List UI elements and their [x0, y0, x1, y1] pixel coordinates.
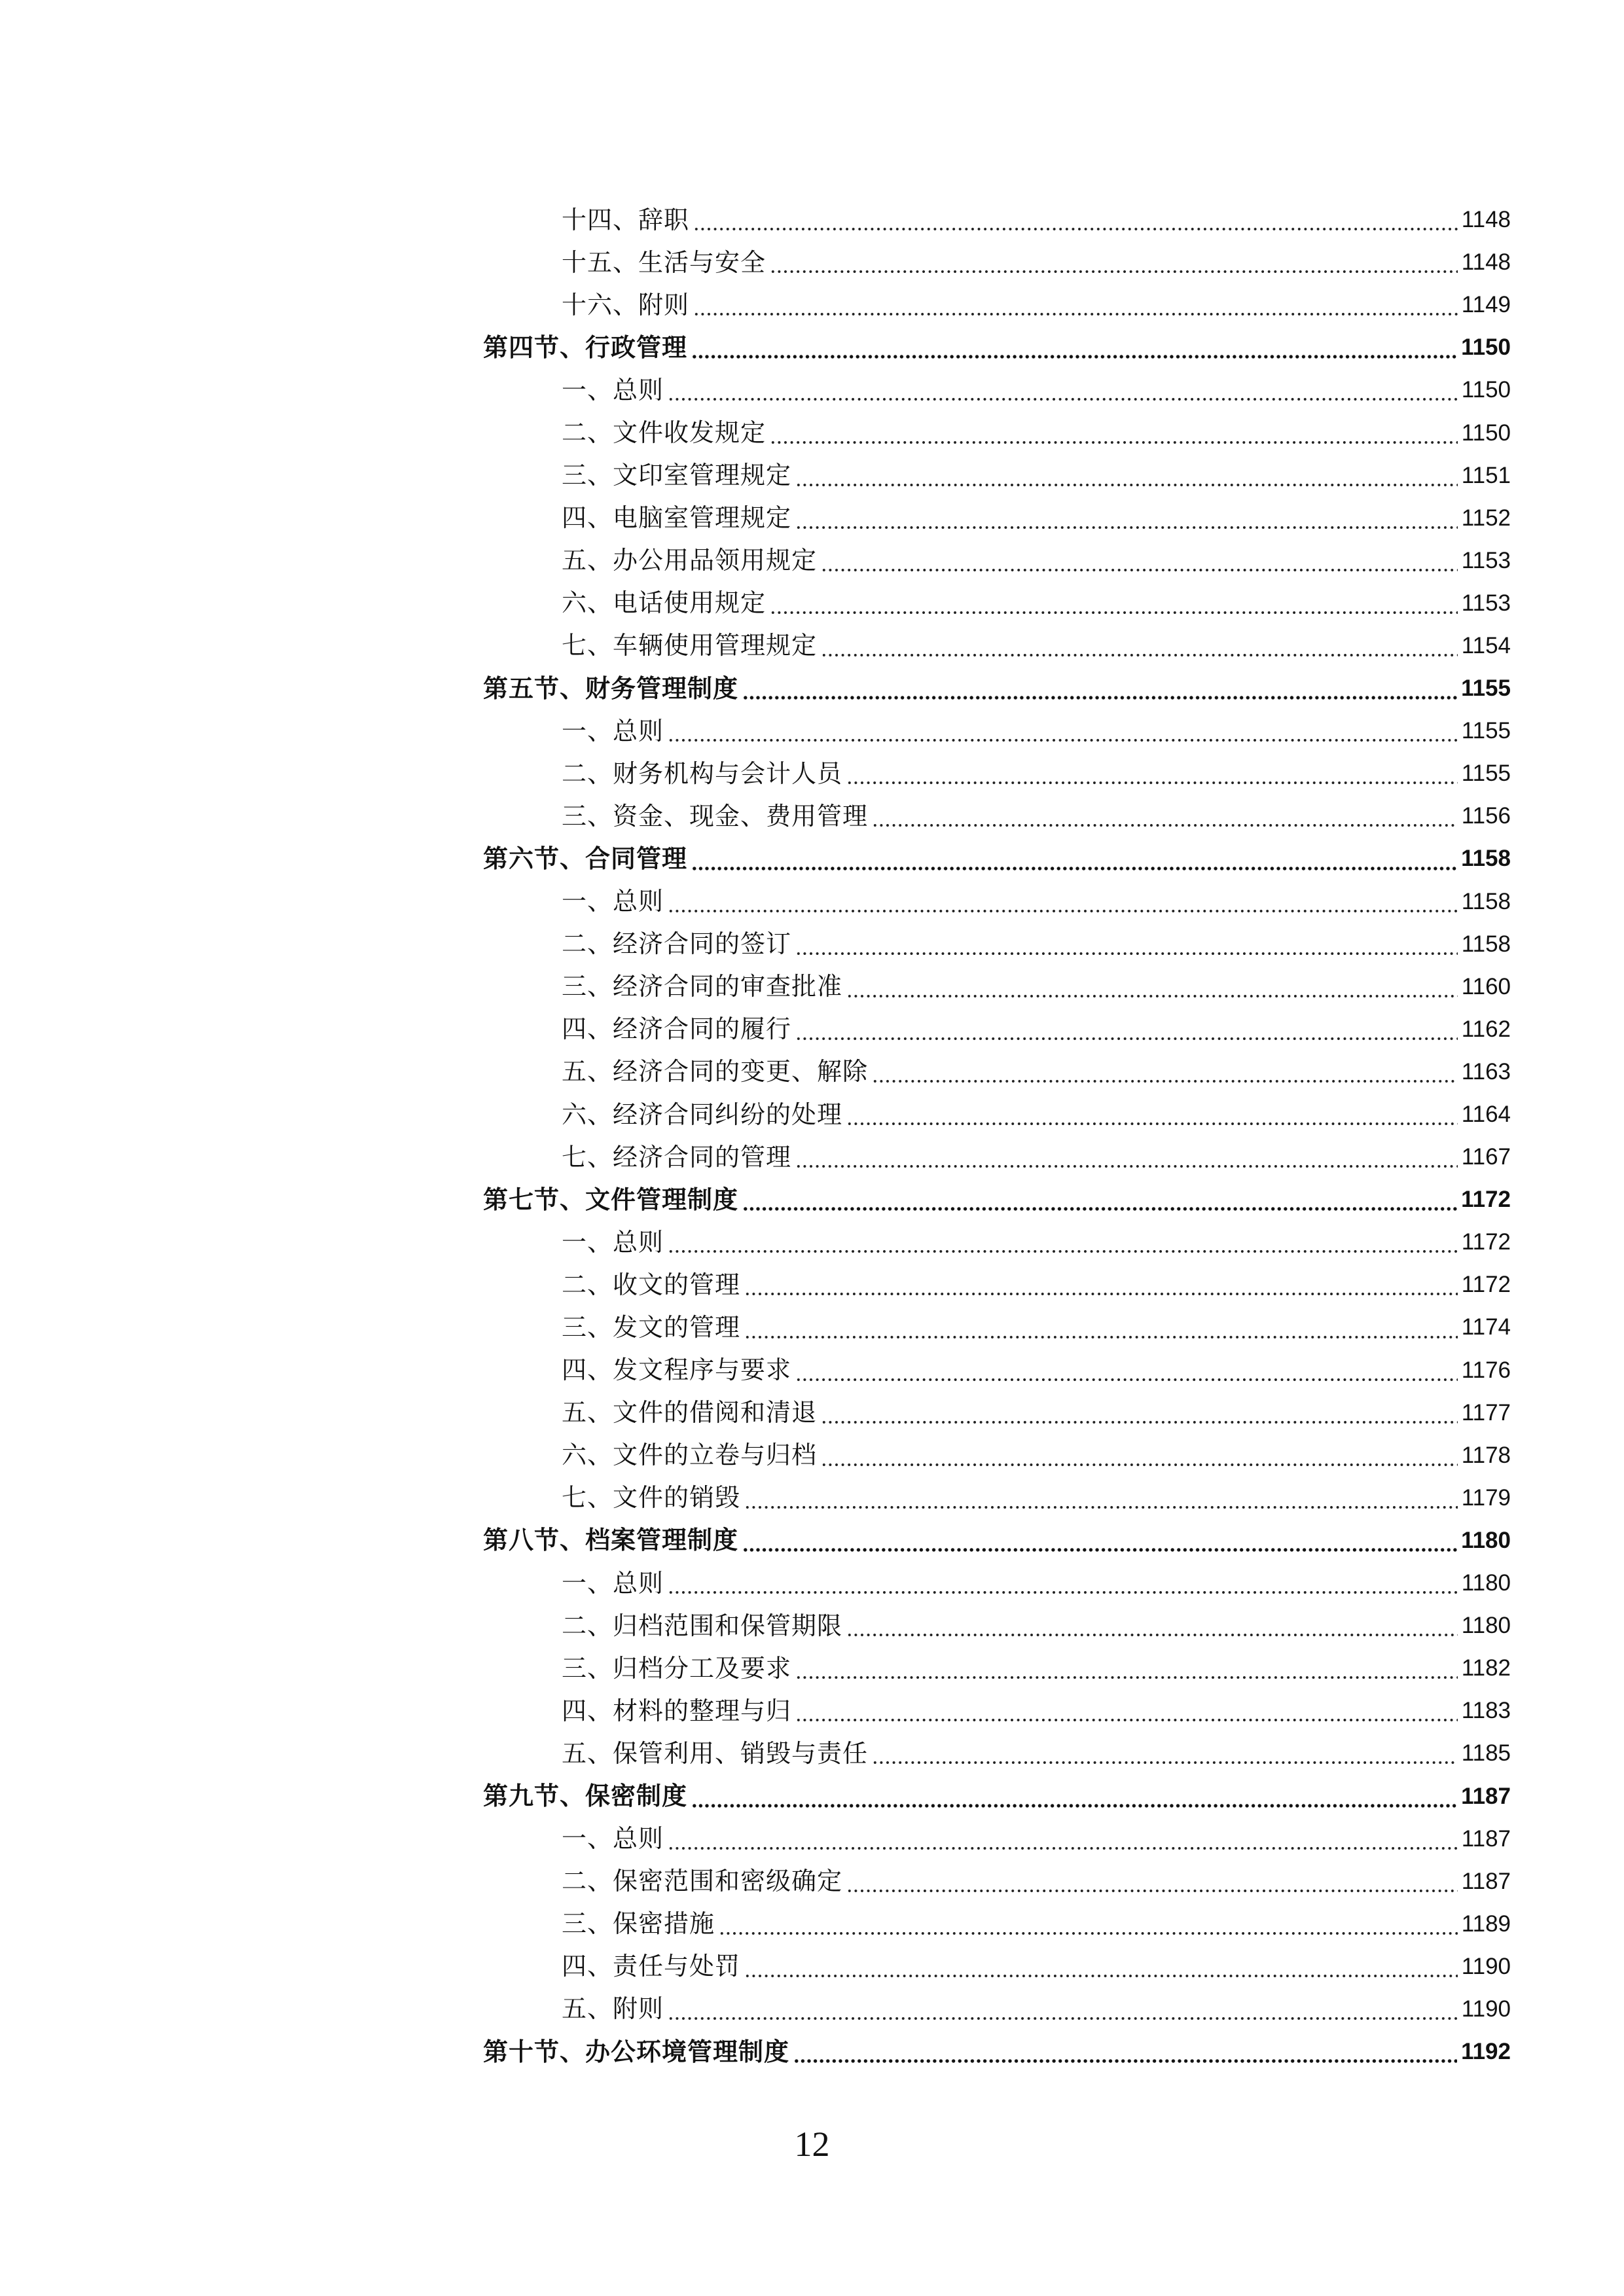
toc-entry-title: 二、财务机构与会计人员 [562, 759, 843, 788]
toc-entry-title: 四、发文程序与要求 [562, 1355, 792, 1385]
toc-dot-leader [770, 610, 1458, 615]
toc-dot-leader [795, 1717, 1458, 1723]
toc-entry-page: 1172 [1461, 1187, 1511, 1213]
toc-dot-leader [719, 1931, 1458, 1936]
toc-entry[interactable] [483, 923, 1511, 965]
toc-entry-page: 1158 [1461, 888, 1511, 914]
toc-dot-leader [744, 1505, 1458, 1510]
toc-entry[interactable] [483, 795, 1511, 837]
toc-dot-leader [795, 951, 1458, 956]
toc-entry[interactable] [483, 497, 1511, 539]
toc-entry-title: 第八节、档案管理制度 [483, 1526, 739, 1555]
toc-entry-title: 七、车辆使用管理规定 [562, 631, 818, 660]
toc-entry-title: 七、文件的销毁 [562, 1483, 741, 1513]
toc-dot-leader [668, 1590, 1458, 1595]
toc-entry[interactable] [483, 1349, 1511, 1391]
toc-dot-leader [821, 653, 1458, 658]
toc-dot-leader [793, 2058, 1457, 2064]
toc-dot-leader [846, 780, 1458, 785]
toc-entry-page: 1154 [1461, 632, 1511, 658]
toc-entry[interactable] [483, 1008, 1511, 1050]
toc-dot-leader [668, 2016, 1458, 2021]
page-number: 12 [794, 2125, 830, 2164]
toc-entry-page: 1153 [1461, 547, 1511, 573]
toc-entry-page: 1180 [1461, 1527, 1511, 1553]
toc-entry-page: 1187 [1461, 1825, 1511, 1852]
toc-entry-page: 1153 [1461, 590, 1511, 616]
toc-dot-leader [691, 354, 1457, 359]
toc-dot-leader [795, 1675, 1458, 1680]
toc-entry-page: 1151 [1461, 462, 1511, 488]
toc-entry-page: 1150 [1461, 377, 1511, 403]
toc-entry-title: 五、附则 [562, 1994, 664, 2024]
toc-entry-page: 1189 [1461, 1910, 1511, 1937]
toc-entry-title: 二、文件收发规定 [562, 418, 767, 448]
toc-entry-title: 三、发文的管理 [562, 1312, 741, 1342]
toc-entry-title: 一、总则 [562, 1227, 664, 1257]
toc-dot-leader [668, 1846, 1458, 1851]
toc-dot-leader [744, 1973, 1458, 1979]
toc-dot-leader [691, 1803, 1457, 1808]
toc-entry[interactable] [483, 582, 1511, 624]
toc-entry-page: 1190 [1461, 1996, 1511, 2022]
toc-dot-leader [744, 1335, 1458, 1340]
toc-entry[interactable] [483, 454, 1511, 497]
toc-dot-leader [821, 1420, 1458, 1425]
toc-entry[interactable] [483, 283, 1511, 326]
toc-entry-title: 五、经济合同的变更、解除 [562, 1057, 869, 1086]
toc-entry-title: 三、经济合同的审查批准 [562, 972, 843, 1001]
toc-section-heading[interactable] [483, 1774, 1511, 1817]
toc-entry-title: 七、经济合同的管理 [562, 1142, 792, 1172]
toc-section-heading[interactable] [483, 326, 1511, 368]
toc-dot-leader [693, 226, 1458, 232]
toc-entry-page: 1167 [1461, 1144, 1511, 1170]
toc-entry-title: 二、保密范围和密级确定 [562, 1867, 843, 1896]
toc-dot-leader [795, 482, 1458, 488]
toc-entry-page: 1148 [1461, 249, 1511, 276]
toc-entry[interactable] [483, 1988, 1511, 2030]
toc-dot-leader [770, 440, 1458, 445]
toc-entry-page: 1162 [1461, 1016, 1511, 1042]
toc-entry-page: 1155 [1461, 761, 1511, 787]
toc-entry-page: 1174 [1461, 1314, 1511, 1340]
toc-section-heading[interactable] [483, 837, 1511, 880]
toc-entry-page: 1183 [1461, 1698, 1511, 1724]
toc-entry[interactable] [483, 965, 1511, 1008]
toc-entry[interactable] [483, 1818, 1511, 1860]
toc-entry-page: 1180 [1461, 1613, 1511, 1639]
toc-entry[interactable] [483, 1221, 1511, 1263]
toc-dot-leader [742, 1206, 1457, 1211]
toc-entry-title: 三、归档分工及要求 [562, 1653, 792, 1683]
toc-entry[interactable] [483, 1136, 1511, 1178]
toc-entry-page: 1148 [1461, 207, 1511, 233]
toc-entry[interactable] [483, 1604, 1511, 1647]
toc-entry-title: 二、归档范围和保管期限 [562, 1611, 843, 1640]
toc-entry-title: 五、保管利用、销毁与责任 [562, 1738, 869, 1768]
toc-entry-title: 一、总则 [562, 716, 664, 745]
toc-entry-page: 1158 [1461, 846, 1511, 872]
toc-entry-page: 1180 [1461, 1570, 1511, 1596]
toc-entry-page: 1158 [1461, 931, 1511, 957]
toc-entry-title: 四、材料的整理与归 [562, 1696, 792, 1725]
toc-entry-page: 1150 [1461, 334, 1511, 361]
toc-entry-page: 1178 [1461, 1442, 1511, 1468]
toc-entry[interactable] [483, 880, 1511, 923]
toc-entry-title: 第六节、合同管理 [483, 844, 688, 873]
toc-entry-page: 1177 [1461, 1399, 1511, 1426]
toc-entry-title: 六、文件的立卷与归档 [562, 1441, 818, 1470]
toc-entry-title: 二、收文的管理 [562, 1270, 741, 1299]
toc-dot-leader [691, 866, 1457, 871]
toc-entry-page: 1160 [1461, 973, 1511, 999]
toc-entry[interactable] [483, 1903, 1511, 1945]
toc-dot-leader [744, 1291, 1458, 1297]
toc-entry-title: 第四节、行政管理 [483, 332, 688, 362]
toc-entry[interactable] [483, 1945, 1511, 1988]
toc-entry-title: 四、电脑室管理规定 [562, 503, 792, 533]
toc-entry-page: 1176 [1461, 1357, 1511, 1383]
toc-dot-leader [795, 1036, 1458, 1041]
toc-entry-title: 十五、生活与安全 [562, 247, 767, 277]
toc-entry[interactable] [483, 1093, 1511, 1136]
toc-entry-page: 1187 [1461, 1783, 1511, 1809]
toc-entry-title: 第十节、办公环境管理制度 [483, 2037, 790, 2066]
toc-entry[interactable] [483, 752, 1511, 795]
toc-section-heading[interactable] [483, 1519, 1511, 1562]
toc-entry[interactable] [483, 1647, 1511, 1689]
toc-entry-page: 1192 [1461, 2039, 1511, 2065]
toc-entry[interactable] [483, 1562, 1511, 1604]
toc-entry-title: 十四、辞职 [562, 205, 690, 234]
toc-dot-leader [795, 1164, 1458, 1169]
toc-dot-leader [795, 525, 1458, 530]
toc-entry[interactable] [483, 1391, 1511, 1434]
toc-entry[interactable] [483, 539, 1511, 582]
toc-section-heading[interactable] [483, 2030, 1511, 2073]
toc-entry-title: 十六、附则 [562, 290, 690, 319]
toc-entry[interactable] [483, 411, 1511, 454]
toc-entry-title: 一、总则 [562, 1568, 664, 1598]
toc-dot-leader [846, 1888, 1458, 1893]
toc-entry[interactable] [483, 1477, 1511, 1519]
toc-entry-page: 1164 [1461, 1102, 1511, 1128]
toc-entry-page: 1190 [1461, 1953, 1511, 1979]
toc-dot-leader [795, 1377, 1458, 1382]
toc-entry-title: 六、电话使用规定 [562, 588, 767, 618]
toc-entry[interactable] [483, 241, 1511, 283]
toc-entry[interactable] [483, 1306, 1511, 1348]
toc-entry-page: 1152 [1461, 505, 1511, 531]
toc-entry-title: 一、总则 [562, 375, 664, 404]
toc-entry-title: 一、总则 [562, 887, 664, 916]
toc-dot-leader [668, 738, 1458, 743]
toc-entry-page: 1185 [1461, 1740, 1511, 1767]
toc-dot-leader [846, 994, 1458, 999]
toc-section-heading[interactable] [483, 667, 1511, 709]
toc-entry[interactable] [483, 709, 1511, 752]
toc-dot-leader [821, 1462, 1458, 1467]
toc-entry-title: 二、经济合同的签订 [562, 929, 792, 959]
toc-entry-page: 1172 [1461, 1229, 1511, 1255]
toc-dot-leader [693, 312, 1458, 317]
toc-entry[interactable] [483, 1434, 1511, 1477]
toc-entry-title: 五、文件的借阅和清退 [562, 1398, 818, 1427]
toc-entry-page: 1156 [1461, 803, 1511, 829]
toc-dot-leader [770, 269, 1458, 274]
toc-entry[interactable] [483, 624, 1511, 667]
toc-entry[interactable] [483, 1050, 1511, 1093]
toc-dot-leader [872, 1760, 1458, 1765]
toc-entry-page: 1149 [1461, 292, 1511, 318]
toc-entry-title: 第九节、保密制度 [483, 1782, 688, 1811]
toc-entry-page: 1155 [1461, 675, 1511, 702]
toc-entry-page: 1179 [1461, 1484, 1511, 1511]
toc-dot-leader [668, 397, 1458, 402]
toc-entry[interactable] [483, 198, 1511, 241]
toc-entry-title: 四、责任与处罚 [562, 1952, 741, 1981]
toc-dot-leader [846, 1632, 1458, 1638]
toc-entry-page: 1172 [1461, 1272, 1511, 1298]
table-of-contents [483, 198, 1511, 2073]
toc-entry-page: 1163 [1461, 1058, 1511, 1085]
toc-dot-leader [668, 908, 1458, 914]
toc-entry-title: 第七节、文件管理制度 [483, 1185, 739, 1214]
toc-entry-title: 五、办公用品领用规定 [562, 546, 818, 575]
toc-entry[interactable] [483, 1732, 1511, 1774]
toc-entry-title: 六、经济合同纠纷的处理 [562, 1100, 843, 1129]
toc-entry-page: 1187 [1461, 1868, 1511, 1894]
toc-entry[interactable] [483, 1263, 1511, 1306]
toc-entry-page: 1155 [1461, 718, 1511, 744]
toc-dot-leader [742, 1547, 1457, 1552]
toc-dot-leader [742, 695, 1457, 700]
toc-dot-leader [668, 1249, 1458, 1254]
toc-entry[interactable] [483, 368, 1511, 411]
toc-dot-leader [846, 1121, 1458, 1126]
toc-entry-title: 一、总则 [562, 1824, 664, 1854]
toc-dot-leader [872, 1079, 1458, 1084]
toc-dot-leader [872, 823, 1458, 828]
toc-dot-leader [821, 567, 1458, 573]
toc-entry-page: 1150 [1461, 420, 1511, 446]
toc-entry-title: 第五节、财务管理制度 [483, 673, 739, 703]
toc-entry-title: 三、资金、现金、费用管理 [562, 801, 869, 831]
toc-entry-title: 四、经济合同的履行 [562, 1014, 792, 1044]
toc-section-heading[interactable] [483, 1178, 1511, 1221]
toc-entry-title: 三、保密措施 [562, 1909, 715, 1939]
toc-entry[interactable] [483, 1860, 1511, 1903]
toc-entry-title: 三、文印室管理规定 [562, 461, 792, 490]
toc-entry[interactable] [483, 1689, 1511, 1732]
toc-entry-page: 1182 [1461, 1655, 1511, 1681]
